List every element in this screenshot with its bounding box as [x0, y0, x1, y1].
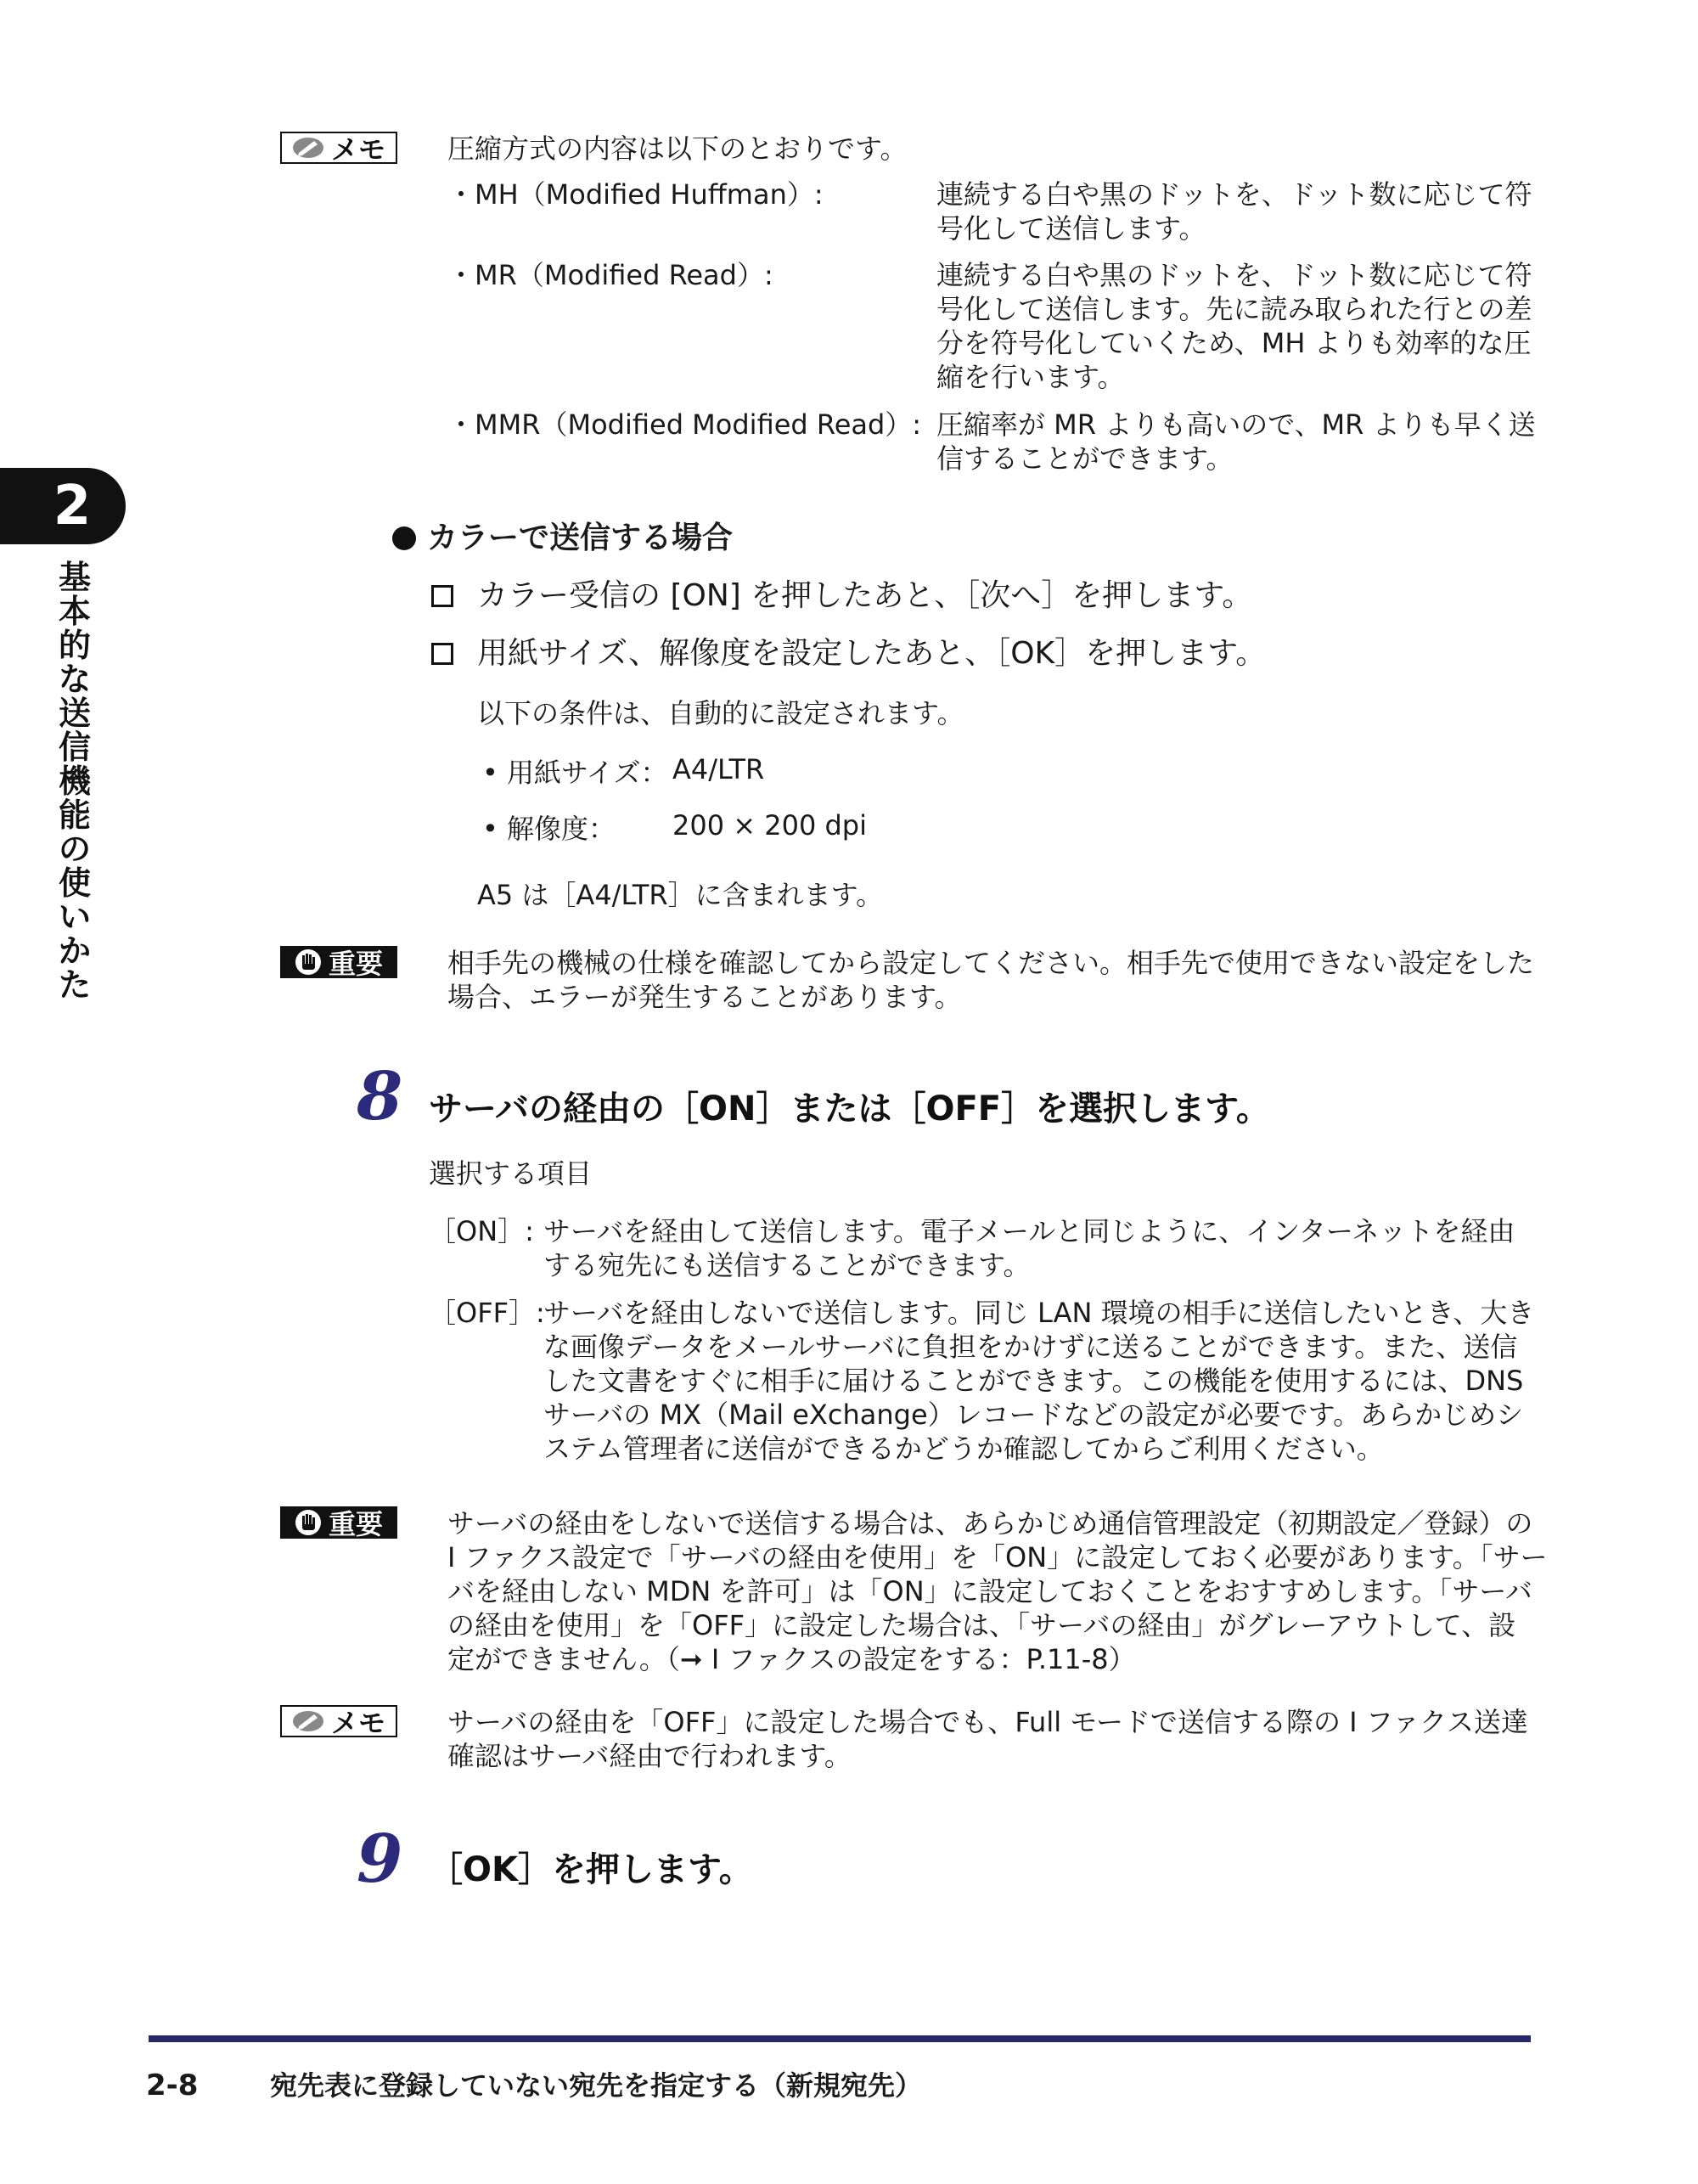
option-desc-on: サーバを経由して送信します。電子メールと同じように、インターネットを経由 する宛先にも送信することができます。 — [543, 1215, 1515, 1281]
memo-badge-label: メモ — [330, 133, 385, 166]
chapter-number: 2 — [53, 475, 92, 538]
pencil-icon — [292, 1710, 324, 1732]
check-item: カラー受信の [ON] を押したあと、［次へ］を押します。 — [477, 578, 1253, 613]
important-text: サーバの経由をしないで送信する場合は、あらかじめ通信管理設定（初期設定／登録）の I ファクス設定で「サーバの経由を使用」を「ON」に設定しておく必要があります。「サー バを経由しない MDN を許可」は「ON」に設定しておくことをおすすめします。「サーバ の経由を使用」を「OFF」に設定した場合は、「サーバの経由」がグレーアウトして、設 定ができません。（➞ I ファクスの設定をする：P.11-8） — [447, 1507, 1548, 1675]
page-number: 2-8 — [146, 2069, 199, 2102]
memo-badge — [280, 132, 397, 164]
auto-note: 以下の条件は、自動的に設定されます。 — [477, 697, 964, 729]
option-label-off: ［OFF］: — [429, 1297, 545, 1329]
memo-intro: 圧縮方式の内容は以下のとおりです。 — [447, 132, 908, 165]
memo-item-label: ・MR（Modified Read）: — [447, 259, 773, 291]
important-badge-label: 重要 — [328, 948, 383, 980]
important-badge — [280, 946, 397, 978]
option-desc-off: サーバを経由しないで送信します。同じ LAN 環境の相手に送信したいとき、大き な画像データをメールサーバに負担をかけずに送ることができます。また、送信 した文書をすぐに相手に届けることができます。この機能を使用するには、DNS サーバの MX（Mail eXchange）レコードなどの設定が必要です。あらかじめシ ステム管理者に送信ができるかどうか確認してからご利用ください。 — [543, 1297, 1535, 1465]
option-label-on: ［ON］: — [429, 1215, 534, 1247]
memo-badge — [280, 1705, 397, 1737]
checkbox-icon — [431, 585, 453, 607]
a5-note: A5 は［A4/LTR］に含まれます。 — [477, 879, 884, 911]
step-subheading: 選択する項目 — [429, 1157, 593, 1190]
section-heading: カラーで送信する場合 — [427, 521, 734, 555]
pencil-icon — [292, 137, 324, 159]
important-badge — [280, 1506, 397, 1539]
memo-item-desc: 圧縮率が MR よりも高いので、MR よりも早く送 信することができます。 — [936, 408, 1536, 475]
hand-icon — [295, 948, 322, 976]
important-text: 相手先の機械の仕様を確認してから設定してください。相手先で使用できない設定をした 場合、エラーが発生することがあります。 — [447, 947, 1535, 1013]
resolution-label: • 解像度： — [482, 813, 616, 845]
chapter-title-vertical: 基 本 的 な 送 信 機 能 の 使 い か た — [58, 559, 91, 1004]
paper-size-label: • 用紙サイズ： — [482, 757, 668, 789]
check-item: 用紙サイズ、解像度を設定したあと、［OK］を押します。 — [477, 636, 1267, 671]
footer-title: 宛先表に登録していない宛先を指定する（新規宛先） — [270, 2069, 923, 2102]
step-title: ［OK］を押します。 — [429, 1850, 753, 1889]
footer-rule — [149, 2035, 1531, 2042]
memo-item-desc: 連続する白や黒のドットを、ドット数に応じて符 号化して送信します。先に読み取られた行との差 分を符号化していくため、MH よりも効率的な圧 縮を行います。 — [936, 259, 1532, 393]
checkbox-icon — [431, 643, 453, 665]
paper-size-value: A4/LTR — [672, 753, 765, 785]
memo-item-label: ・MH（Modified Huffman）: — [447, 178, 824, 211]
step-title: サーバの経由の［ON］または［OFF］を選択します。 — [429, 1089, 1270, 1129]
memo-text: サーバの経由を「OFF」に設定した場合でも、Full モードで送信する際の I ファクス送達 確認はサーバ経由で行われます。 — [447, 1706, 1528, 1772]
resolution-value: 200 × 200 dpi — [672, 809, 867, 842]
step-number: 8 — [357, 1058, 403, 1135]
memo-item-desc: 連続する白や黒のドットを、ドット数に応じて符 号化して送信します。 — [936, 178, 1532, 245]
bullet-dot-icon — [392, 526, 416, 550]
memo-item-label: ・MMR（Modified Modified Read）: — [447, 408, 922, 441]
step-number: 9 — [357, 1821, 403, 1898]
memo-badge-label: メモ — [330, 1707, 385, 1739]
hand-icon — [295, 1509, 322, 1536]
important-badge-label: 重要 — [328, 1508, 383, 1540]
